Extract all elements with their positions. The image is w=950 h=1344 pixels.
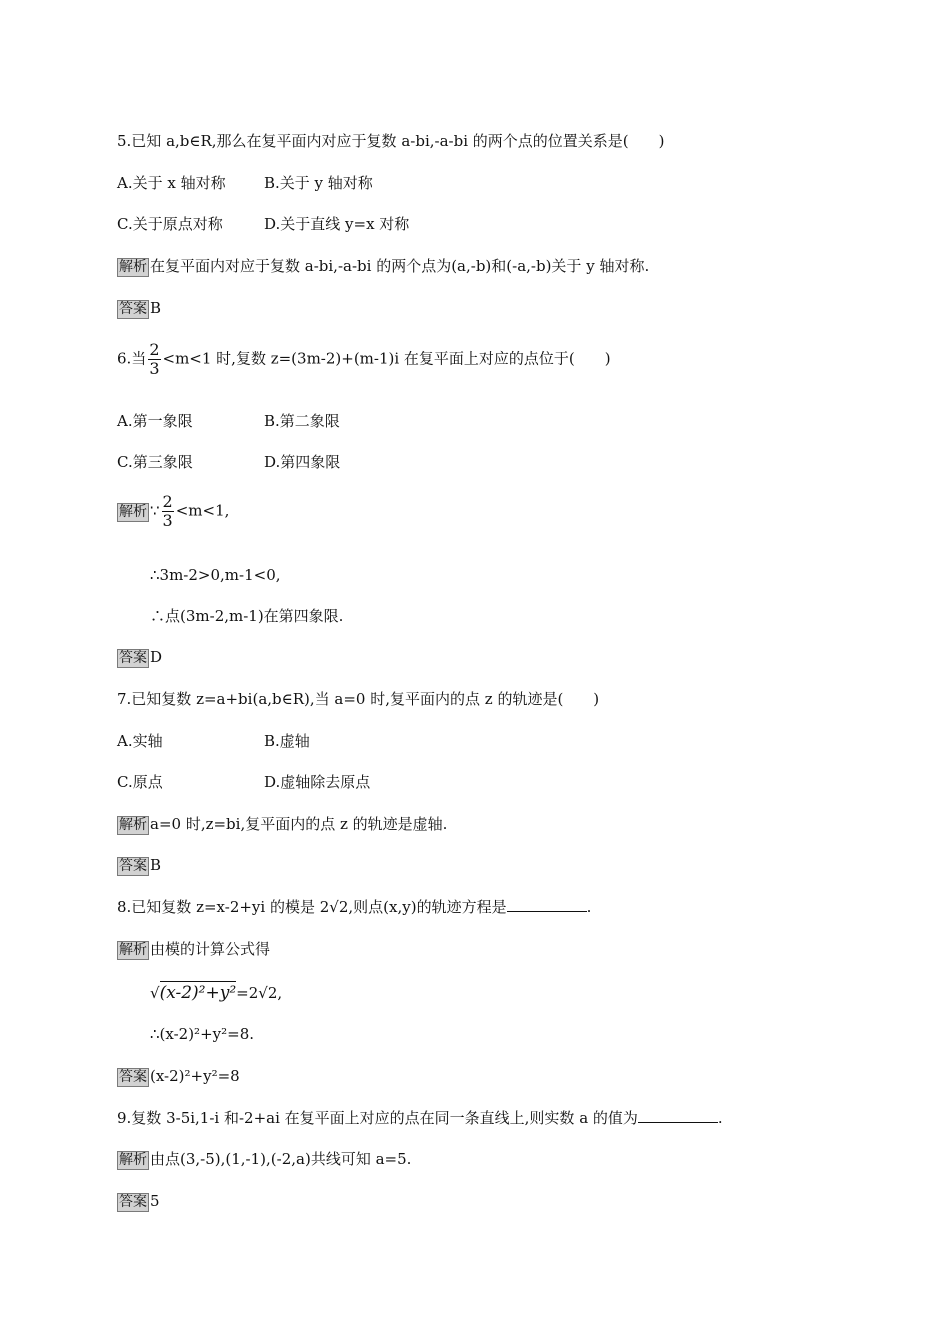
q8-stem-prefix: 8.已知复数 z=x-2+yi 的模是 2 <box>117 898 330 916</box>
analysis-tag: 解析 <box>119 942 147 958</box>
q5-option-c: C.关于原点对称 <box>117 215 223 233</box>
q6-analysis-prefix: ∵ <box>150 501 160 520</box>
q7-option-b: B.虚轴 <box>264 732 310 750</box>
q9-stem-text: 9.复数 3-5i,1-i 和-2+ai 在复平面上对应的点在同一条直线上,则实数 a 的值为 <box>117 1109 638 1127</box>
q8-answer <box>117 1066 240 1087</box>
q9-answer <box>117 1191 160 1212</box>
q9-answer-text: 5 <box>150 1192 160 1210</box>
q6-answer <box>117 647 162 668</box>
analysis-tag: 解析 <box>119 503 147 520</box>
q8-formula-radicand: (x-2)²+y² <box>159 983 237 1003</box>
fraction-denominator: 3 <box>162 511 173 530</box>
q7-option-row-1 <box>117 731 310 751</box>
q8-stem-suffix: ,则点(x,y)的轨迹方程是 <box>348 898 507 916</box>
q8-analysis-text: 由模的计算公式得 <box>150 940 271 958</box>
q7-answer <box>117 855 161 876</box>
answer-tag: 答案 <box>119 1194 147 1210</box>
q8-formula-rhs: =2√2, <box>236 984 283 1002</box>
q6-stem <box>117 341 611 378</box>
q8-analysis <box>117 939 270 960</box>
analysis-tag: 解析 <box>119 259 147 275</box>
q6-stem-prefix: 6.当 <box>117 349 147 368</box>
q5-answer <box>117 298 161 319</box>
q6-analysis-fraction <box>162 493 174 530</box>
analysis-tag: 解析 <box>119 817 147 833</box>
q5-option-d: D.关于直线 y=x 对称 <box>264 215 410 233</box>
q5-option-b: B.关于 y 轴对称 <box>264 174 373 192</box>
q9-stem <box>117 1108 723 1128</box>
q5-option-row-2 <box>117 214 410 234</box>
q6-fraction <box>148 341 160 378</box>
answer-tag: 答案 <box>119 650 147 666</box>
q6-option-c: C.第三象限 <box>117 453 193 471</box>
q9-analysis-text: 由点(3,-5),(1,-1),(-2,a)共线可知 a=5. <box>150 1150 412 1168</box>
q9-stem-end: . <box>717 1109 723 1127</box>
q6-analysis <box>117 493 229 530</box>
q7-stem: 7.已知复数 z=a+bi(a,b∈R),当 a=0 时,复平面内的点 z 的轨迹是( ) <box>117 690 600 708</box>
q5-analysis <box>117 256 649 277</box>
q8-step-2: ∴(x-2)²+y²=8. <box>150 1025 255 1043</box>
q5-stem: 5.已知 a,b∈R,那么在复平面内对应于复数 a-bi,-a-bi 的两个点的位置关系是( ) <box>117 132 665 150</box>
q6-step-3: ∴点(3m-2,m-1)在第四象限. <box>150 607 344 625</box>
q7-option-row-2 <box>117 772 371 792</box>
q7-option-c: C.原点 <box>117 773 163 791</box>
q5-answer-text: B <box>150 299 162 317</box>
q6-stem-suffix: <m<1 时,复数 z=(3m-2)+(m-1)i 在复平面上对应的点位于( ) <box>162 349 611 368</box>
q8-formula <box>150 983 282 1003</box>
q6-step-2: ∴3m-2>0,m-1<0, <box>150 566 281 584</box>
q7-answer-text: B <box>150 856 162 874</box>
q6-option-a: A.第一象限 <box>117 412 193 430</box>
q7-analysis-text: a=0 时,z=bi,复平面内的点 z 的轨迹是虚轴. <box>150 815 448 833</box>
q7-option-a: A.实轴 <box>117 732 163 750</box>
q6-analysis-suffix: <m<1, <box>175 501 230 520</box>
q8-answer-blank[interactable] <box>507 897 587 912</box>
analysis-tag: 解析 <box>119 1152 147 1168</box>
q7-option-d: D.虚轴除去原点 <box>264 773 371 791</box>
q9-answer-blank[interactable] <box>638 1108 718 1123</box>
sqrt-sign: √ <box>150 984 160 1002</box>
q8-stem-root: √2 <box>329 898 349 916</box>
q8-answer-text: (x-2)²+y²=8 <box>150 1067 240 1085</box>
q5-option-a: A.关于 x 轴对称 <box>117 174 226 192</box>
fraction-numerator: 2 <box>162 492 173 511</box>
q5-analysis-text: 在复平面内对应于复数 a-bi,-a-bi 的两个点为(a,-b)和(-a,-b)关于 y 轴对称. <box>150 257 650 275</box>
q6-option-d: D.第四象限 <box>264 453 341 471</box>
q6-option-row-2 <box>117 452 341 472</box>
q5-option-row-1 <box>117 173 373 193</box>
q7-analysis <box>117 814 447 835</box>
fraction-denominator: 3 <box>149 359 160 378</box>
q6-option-b: B.第二象限 <box>264 412 340 430</box>
q6-option-row-1 <box>117 411 340 431</box>
q8-stem <box>117 897 591 917</box>
answer-tag: 答案 <box>119 301 147 317</box>
q9-analysis <box>117 1149 411 1170</box>
answer-tag: 答案 <box>119 858 147 874</box>
fraction-numerator: 2 <box>149 340 160 359</box>
answer-tag: 答案 <box>119 1069 147 1085</box>
q8-stem-end: . <box>586 898 592 916</box>
q6-answer-text: D <box>150 648 163 666</box>
